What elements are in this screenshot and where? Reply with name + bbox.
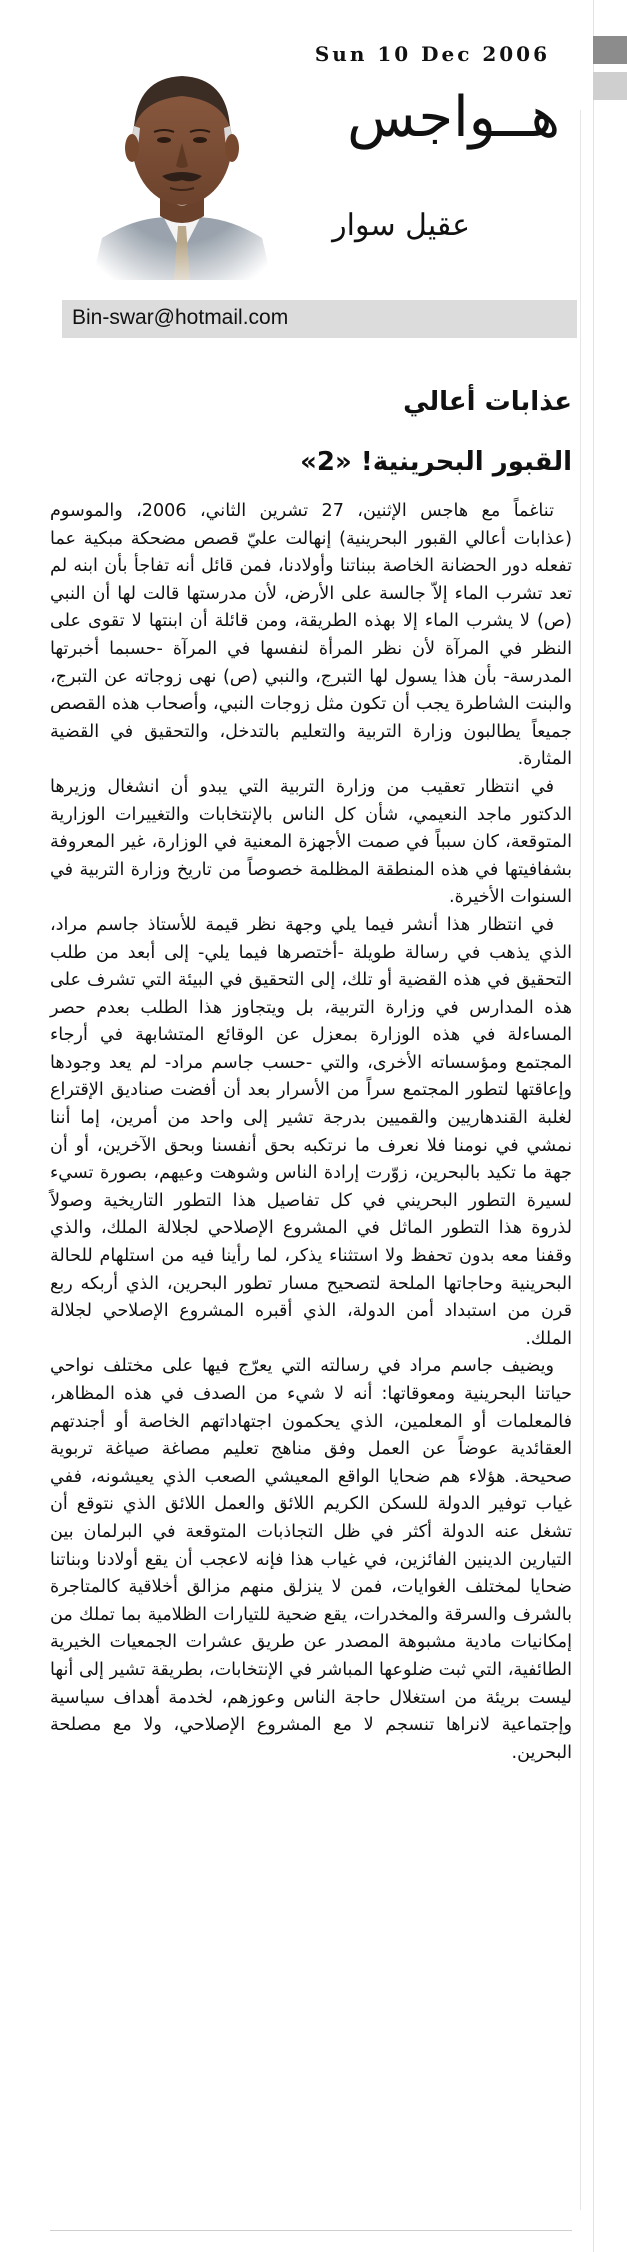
- article-paragraph: في انتظار هذا أنشر فيما يلي وجهة نظر قيمة للأستاذ جاسم مراد، الذي يذهب في رسالة طويلة -أختصرها فيما يلي- إلى أبعد من طلب التحقيق في هذه القضية أو تلك، إلى التحقيق في البيئة التي تشرف على هذه المدارس في وزارة التربية، بل ويتجاوز هذا الطلب بعدم حصر المساءلة في هذه الوزارة بمعزل عن الوقائع المتشابهة في أرجاء المجتمع ومؤسساته الأخرى، والتي -حسب جاسم مراد- لم يعد وجودها وإعاقتها لتطور المجتمع سراً من الأسرار بعد أن أفضت صناديق الإقتراع لغلبة القندهاريين والقميين بدرجة تشير إلى واحد من أمرين، إما أننا نمشي في نومنا فلا نعرف ما نرتكبه بحق أنفسنا وبحق الآخرين، أو أن جهة ما تكيد بالبحرين، زوّرت إرادة الناس وشوهت وعيهم، بصورة تسيء لسيرة التطور البحريني في كل تفاصيل هذا التطور التاريخية وصولاً لذروة هذا التطور الماثل في المشروع الإصلاحي لجلالة الملك، والذي وقفنا معه بدون تحفظ ولا استثناء يذكر، لما رأينا فيه من استلهام للحالة البحرينية وحاجاتها الملحة لتصحيح مسار تطور البحرين، الذي أربكه ربع قرن من استبداد أمن الدولة، الذي أقبره المشروع الإصلاحي لجلالة الملك.: [50, 914, 572, 1349]
- author-email-link[interactable]: Bin-swar@hotmail.com: [72, 306, 289, 329]
- headline-line-2: القبور البحرينية! «2»: [300, 447, 572, 477]
- side-tab-light: [593, 72, 627, 100]
- author-photo: [82, 48, 282, 280]
- article-headline: [200, 372, 572, 492]
- bottom-divider: [50, 2230, 572, 2231]
- author-portrait-image: [82, 48, 282, 280]
- article-body: [50, 498, 572, 1767]
- right-margin-bar: [593, 0, 627, 2252]
- column-title: هــواجس: [347, 85, 560, 150]
- email-bar: [62, 300, 577, 338]
- publication-date: Sun 10 Dec 2006: [314, 42, 550, 66]
- article-paragraph: ويضيف جاسم مراد في رسالته التي يعرّج فيها على مختلف نواحي حياتنا البحرينية ومعوقاتها: أنه لا شيء من الصدف في هذه المظاهر، فالمعلمات أو المعلمين، الذي يحكمون اجتهاداتهم الخاصة أو أجندتهم العقائدية عوضاً عن العمل وفق مناهج تعليم مصاغة صياغة تربوية صحيحة. هؤلاء هم ضحايا الواقع المعيشي الصعب الذي يعيشونه، ففي غياب توفير الدولة للسكن الكريم اللائق والعمل اللائق الذي نتوقع أن تشغل عنه الدولة أكثر في ظل التجاذبات المتوقعة في البرلمان بين التيارين الدينين الفائزين، في غياب هذا فإنه لاعجب أن يقع أولادنا وبناتنا ضحايا لمختلف الغوايات، فمن لا ينزلق منهم مزالق أخلاقية كالمتاجرة بالشرف والسرقة والمخدرات، يقع ضحية للتيارات الظلامية بما تملك من إمكانيات مادية مشبوهة المصدر عن طريق عشرات الجمعيات الخيرية الطائفية، التي ثبت ضلوعها المباشر في الإنتخابات، بطريقة تشير إلى أنها ليست بريئة من استغلال حاجة الناس وعوزهم، لخدمة أهداف سياسية وإجتماعية لانراها تنسجم لا مع المشروع الإصلاحي، ولا مع مصلحة البحرين.: [50, 1356, 572, 1763]
- side-tab-dark: [593, 36, 627, 64]
- article-paragraph: في انتظار تعقيب من وزارة التربية التي يبدو أن انشغال وزيرها الدكتور ماجد النعيمي، شأن كل الناس بالإنتخابات والتغييرات الوزارية المتوقعة، كان سبباً في صمت الأجهزة المعنية في الوزارة، غير المعروفة بشفافيتها في هذه المنطقة المظلمة خصوصاً من تاريخ وزارة التربية في السنوات الأخيرة.: [50, 776, 572, 908]
- article-paragraph: تناغماً مع هاجس الإثنين، 27 تشرين الثاني، 2006، والموسوم (عذابات أعالي القبور البحرينية) إنهالت عليّ قصص مضحكة مبكية عما تفعله دور الحضانة الخاصة ببناتنا وأولادنا، فمن قائل أنه تفاجأ بأن ابنه لم تعد تشرب الماء إلاّ جالسة على الأرض، لأن مدرستها قالت لها أن النبي (ص) لا يشرب الماء إلا بهذه الطريقة، ومن قائلة أن ابنتها لا تقوى على النظر في المرآة لأن نظر المرأة لنفسها في المرآة -حسبما أخبرتها المدرسة- بأن هذا يسول لها التبرج، والنبي (ص) نهى زوجاته عن التبرج، والبنت الشاطرة يجب أن تكون مثل زوجات النبي، وأصحاب هذه القصص جميعاً يطالبون وزارة التربية والتعليم بالتدخل، والتحقيق في القضية المثارة.: [50, 501, 572, 770]
- author-name: عقيل سوار: [332, 208, 470, 243]
- headline-line-1: عذابات أعالي: [403, 387, 572, 417]
- column-divider: [580, 110, 581, 2210]
